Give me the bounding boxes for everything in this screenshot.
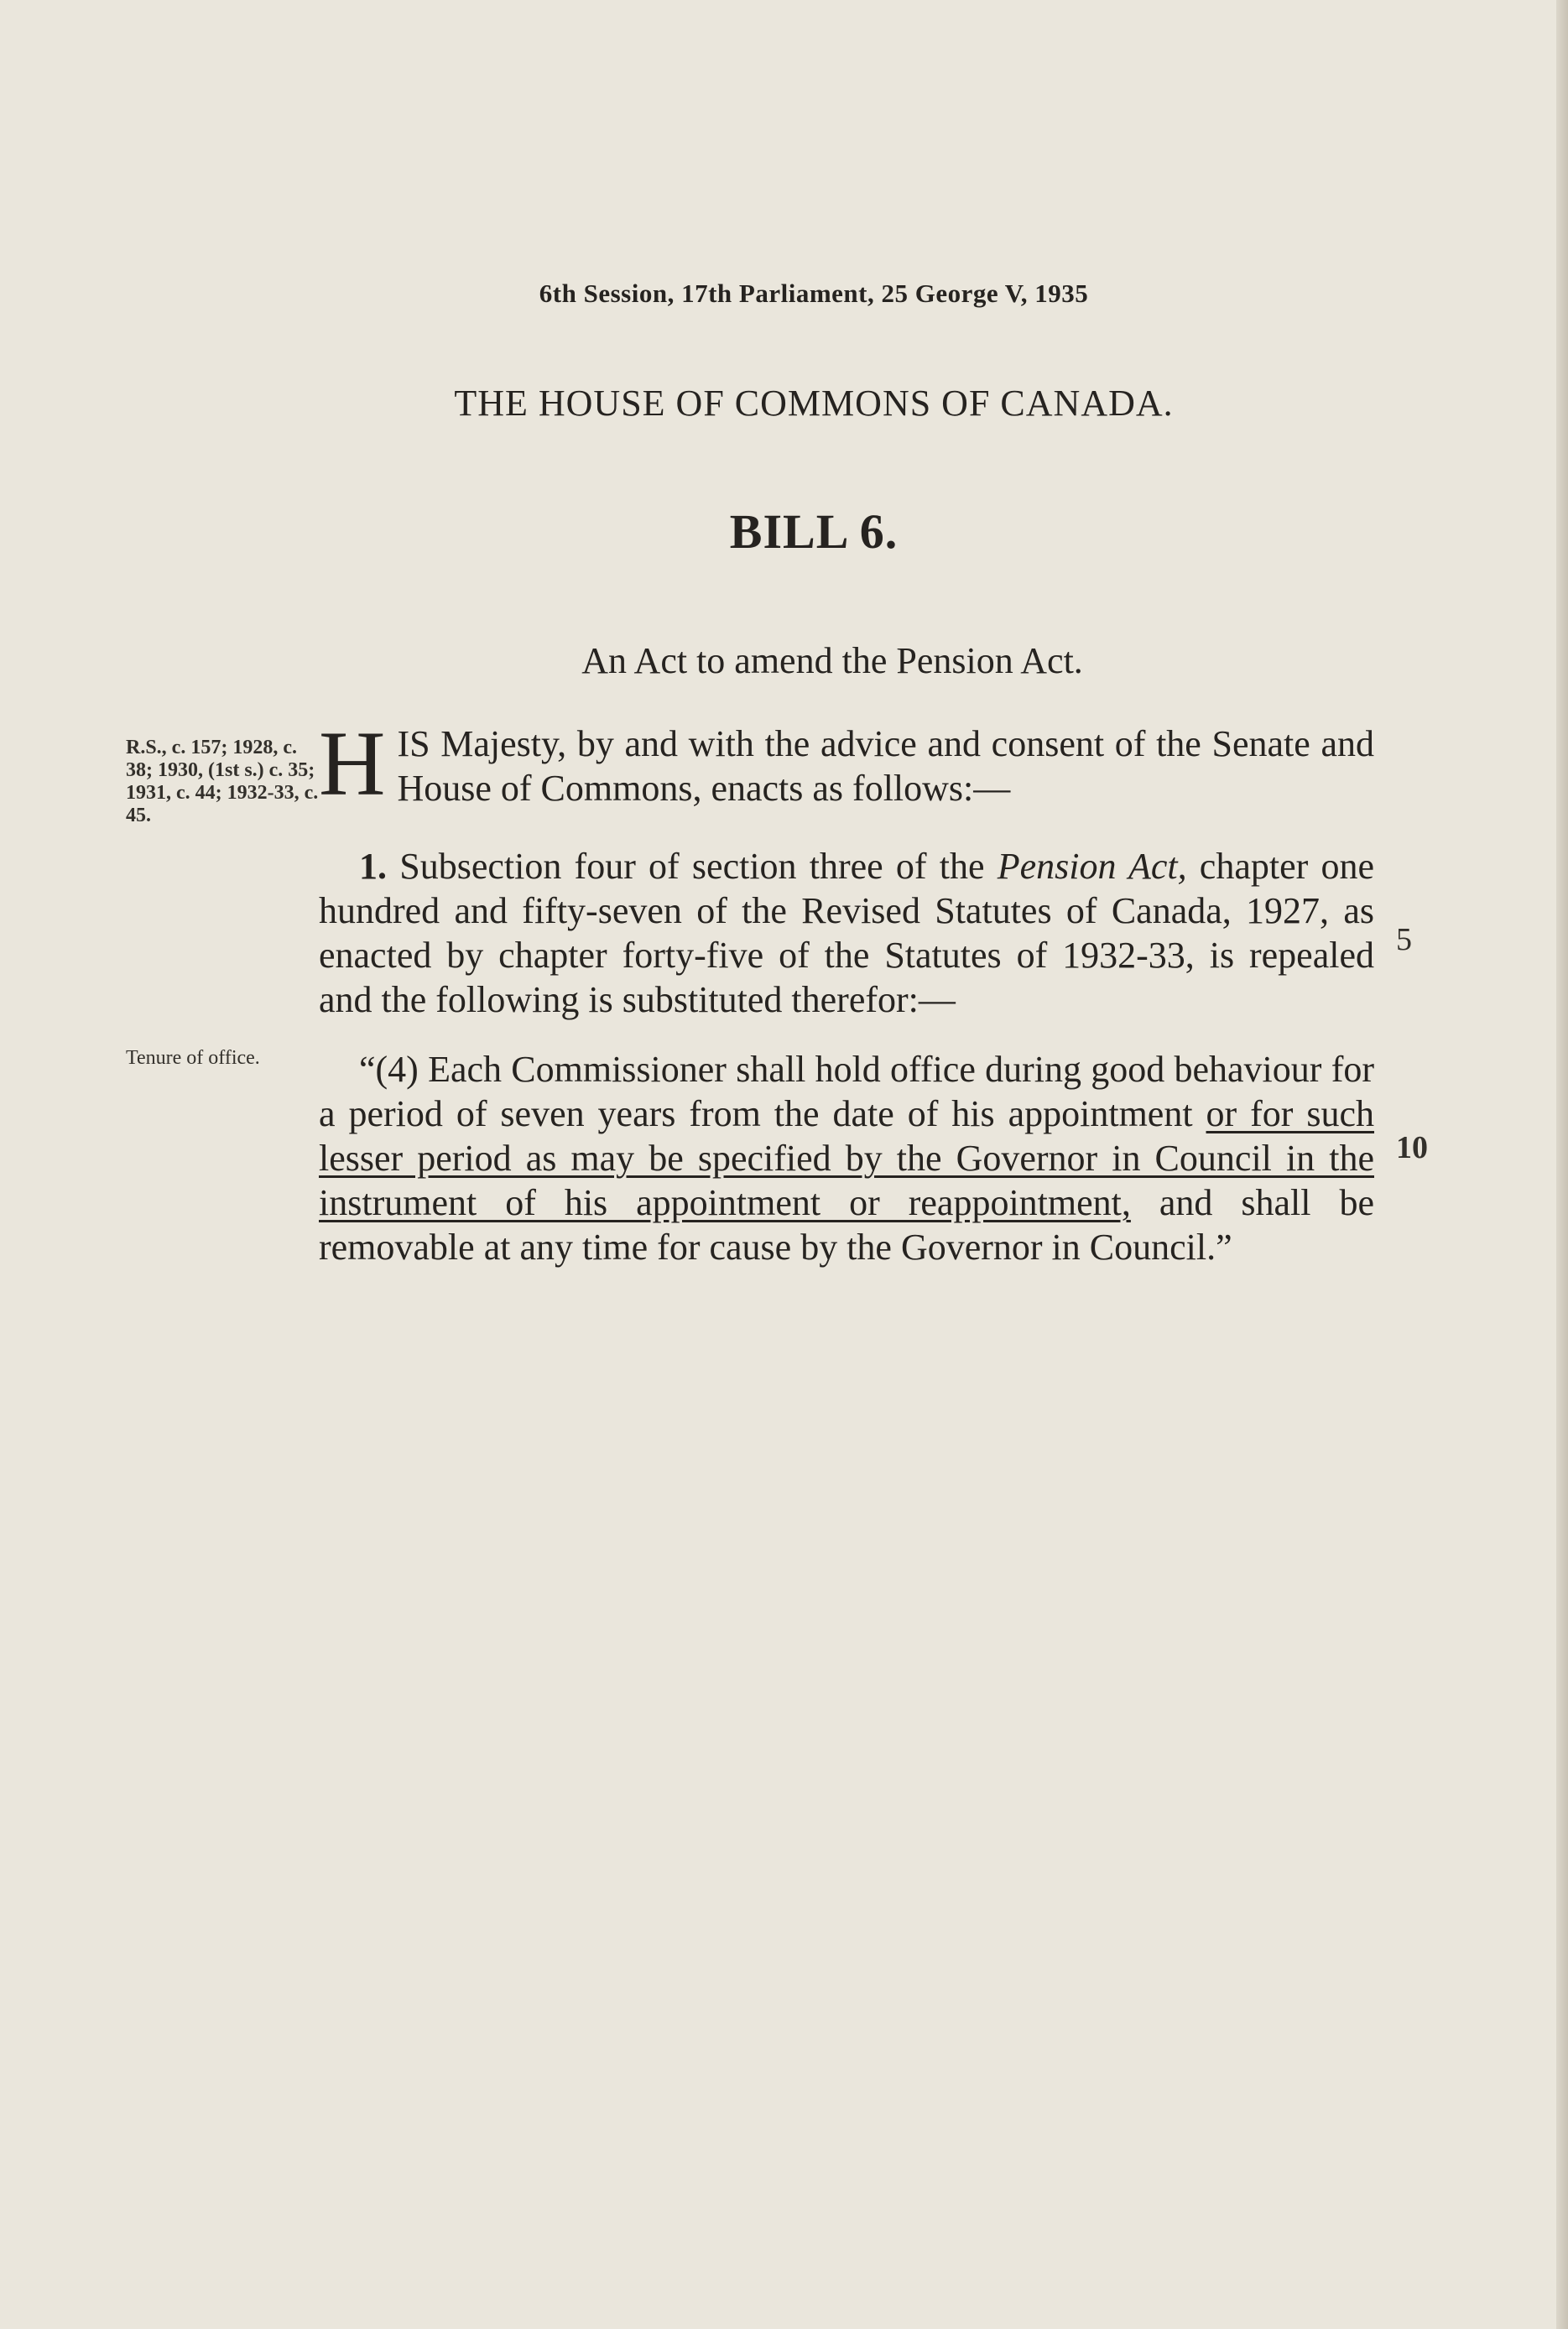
enacting-clause: [319, 712, 1374, 815]
line-number-5: 5: [1396, 922, 1412, 957]
act-title: An Act to amend the Pension Act.: [581, 640, 1083, 681]
section-text-before: Subsection four of section three of the: [399, 846, 985, 887]
house-heading: THE HOUSE OF COMMONS OF CANADA.: [454, 383, 1174, 424]
act-name: Pension Act,: [997, 846, 1187, 887]
subsection-underlined-text: or for such lesser period as may be specified by the Governor in Council in the instrument of his appointment or reappointment,: [319, 1093, 1375, 1223]
subsection-text-after: and shall be removable at any time for cause by the Governor in Council.”: [319, 1182, 1374, 1268]
margin-note-references: R.S., c. 157; 1928, c. 38; 1930, (1st s.) c. 35; 1931, c. 44; 1932-33, c. 45.: [126, 737, 319, 826]
section-text-after: chapter one hundred and fifty-seven of the Revised Statutes of Canada, 1927, as enacted by chapter forty-five of the Statutes of 1932-33, is repealed and the following is substituted therefor:—: [319, 846, 1375, 1020]
section-1: [319, 844, 1374, 1022]
session-heading: 6th Session, 17th Parliament, 25 George V, 1935: [539, 279, 1089, 308]
subsection-text-before: “(4) Each Commissioner shall hold office during good behaviour for a period of seven years from the date of his appointment: [319, 1049, 1374, 1134]
enacting-text: IS Majesty, by and with the advice and consent of the Senate and House of Commons, enacts as follows:—: [397, 723, 1374, 809]
bill-number: BILL 6.: [729, 504, 899, 559]
subsection-4: [319, 1047, 1374, 1269]
page-edge: [1556, 0, 1568, 2329]
margin-note-tenure: Tenure of office.: [126, 1047, 260, 1069]
section-number: 1.: [359, 846, 387, 887]
line-number-10: 10: [1396, 1130, 1428, 1165]
drop-cap: H: [319, 712, 386, 815]
